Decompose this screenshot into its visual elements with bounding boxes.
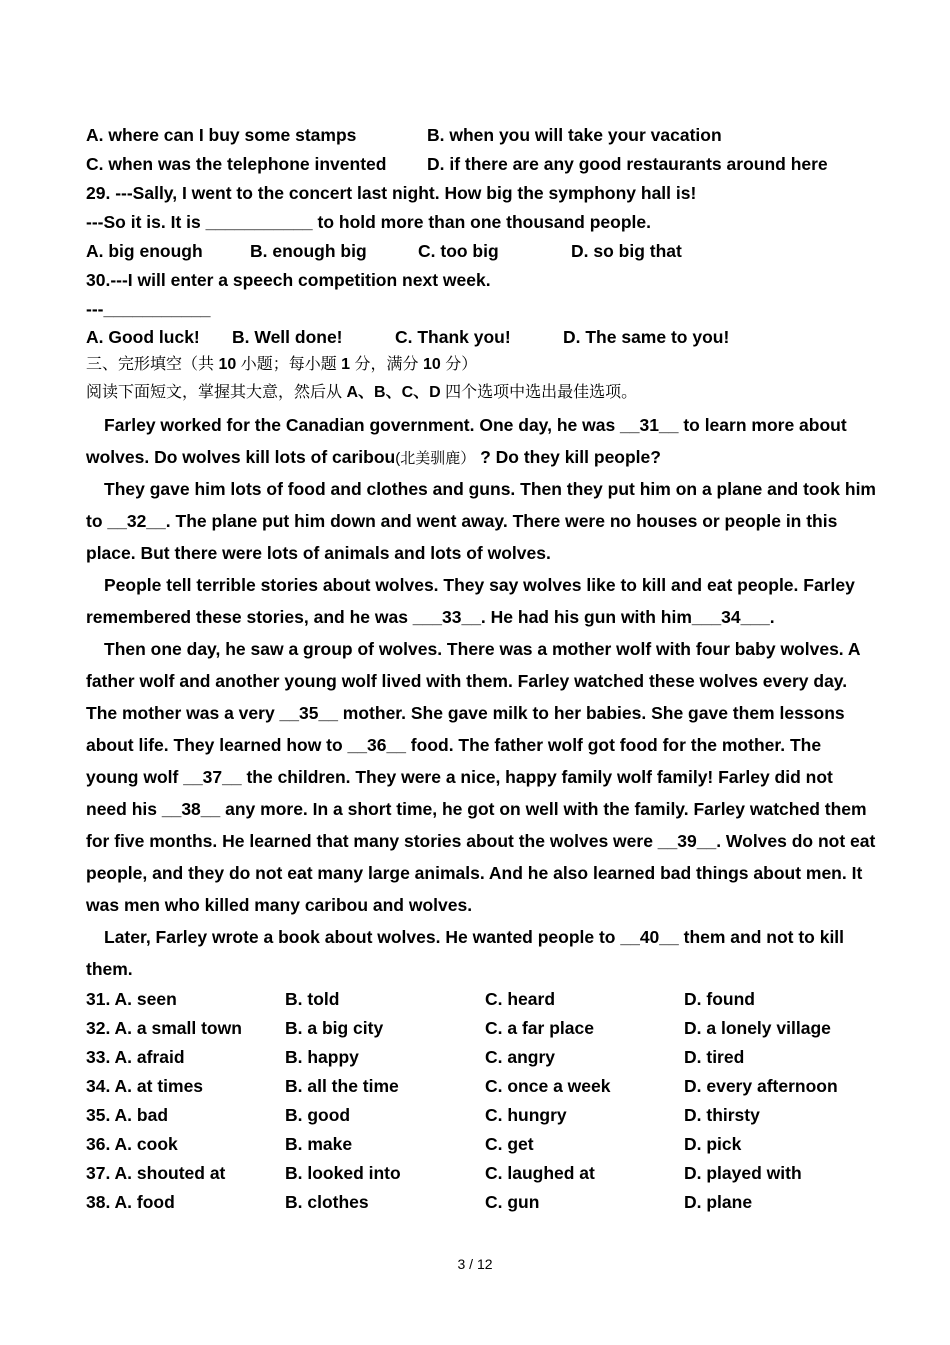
answer-q33-option-c: C. angry (485, 1047, 556, 1067)
answer-q34-option-c: C. once a week (485, 1076, 611, 1096)
passage-line-9: father wolf and another young wolf lived with them. Farley watched these wolves every day. (86, 671, 848, 691)
q30-option-a: A. Good luck! (86, 327, 200, 347)
answer-q35-option-a: 35. A. bad (86, 1105, 169, 1125)
answer-q32-option-d: D. a lonely village (684, 1018, 831, 1038)
answer-q31-option-c: C. heard (485, 989, 556, 1009)
answer-q31-option-b: B. told (285, 989, 340, 1009)
q29-question: 29. ---Sally, I went to the concert last night. How big the symphony hall is! (86, 183, 697, 203)
passage-line-8: Then one day, he saw a group of wolves. There was a mother wolf with four baby wolves. A (104, 639, 861, 659)
q29-option-c: C. too big (418, 241, 499, 261)
answer-q37-option-c: C. laughed at (485, 1163, 595, 1183)
answer-q31-option-d: D. found (684, 989, 755, 1009)
q30-response: ---___________ (86, 299, 211, 319)
answer-q36-option-d: D. pick (684, 1134, 742, 1154)
answer-q33-option-a: 33. A. afraid (86, 1047, 185, 1067)
passage-line-16: was men who killed many caribou and wolves. (86, 895, 473, 915)
passage-line-12: young wolf __37__ the children. They were a nice, happy family wolf family! Farley did not (86, 767, 833, 787)
answer-q37-option-a: 37. A. shouted at (86, 1163, 226, 1183)
passage-line-10: The mother was a very __35__ mother. She gave milk to her babies. She gave them lessons (86, 703, 845, 723)
q30-option-b: B. Well done! (232, 327, 343, 347)
passage-line-4: to __32__. The plane put him down and went away. There were no houses or people in this (86, 511, 838, 531)
answer-q33-option-d: D. tired (684, 1047, 745, 1067)
passage-line-1: Farley worked for the Canadian government. One day, he was __31__ to learn more about (104, 415, 847, 435)
answer-q32-option-c: C. a far place (485, 1018, 594, 1038)
passage-line-17: Later, Farley wrote a book about wolves. He wanted people to __40__ them and not to kill (104, 927, 845, 947)
answer-q35-option-c: C. hungry (485, 1105, 567, 1125)
q29-option-b: B. enough big (250, 241, 367, 261)
section-heading: 三、完形填空（共 10 小题；每小题 1 分，满分 10 分） (86, 356, 478, 373)
passage-line-3: They gave him lots of food and clothes and guns. Then they put him on a plane and took him (104, 479, 876, 499)
answer-q36-option-b: B. make (285, 1134, 353, 1154)
answer-q33-option-b: B. happy (285, 1047, 359, 1067)
passage-line-11: about life. They learned how to __36__ food. The father wolf got food for the mother. The (86, 735, 822, 755)
q28-option-a: A. where can I buy some stamps (86, 125, 357, 145)
answer-q37-option-d: D. played with (684, 1163, 802, 1183)
answer-q35-option-d: D. thirsty (684, 1105, 760, 1125)
answer-q38-option-a: 38. A. food (86, 1192, 175, 1212)
answer-q31-option-a: 31. A. seen (86, 989, 177, 1009)
answer-q36-option-c: C. get (485, 1134, 534, 1154)
q28-option-c: C. when was the telephone invented (86, 154, 387, 174)
answer-q38-option-b: B. clothes (285, 1192, 369, 1212)
passage-line-15: people, and they do not eat many large animals. And he also learned bad things about men. It (86, 863, 863, 883)
q29-option-a: A. big enough (86, 241, 203, 261)
q28-option-b: B. when you will take your vacation (427, 125, 722, 145)
q30-option-d: D. The same to you! (563, 327, 730, 347)
answer-q36-option-a: 36. A. cook (86, 1134, 178, 1154)
q30-question: 30.---I will enter a speech competition next week. (86, 270, 491, 290)
answer-q34-option-b: B. all the time (285, 1076, 399, 1096)
answer-q35-option-b: B. good (285, 1105, 351, 1125)
passage-line-5: place. But there were lots of animals and lots of wolves. (86, 543, 551, 563)
answer-q34-option-a: 34. A. at times (86, 1076, 204, 1096)
passage-line-7: remembered these stories, and he was ___33__. He had his gun with him___34___. (86, 607, 775, 627)
passage-line-13: need his __38__ any more. In a short time, he got on well with the family. Farley watched them (86, 799, 867, 819)
passage-line-6: People tell terrible stories about wolves. They say wolves like to kill and eat people. Farley (104, 575, 855, 595)
q29-response: ---So it is. It is ___________ to hold more than one thousand people. (86, 212, 651, 232)
q30-option-c: C. Thank you! (395, 327, 511, 347)
answer-q38-option-d: D. plane (684, 1192, 753, 1212)
passage-line-2: wolves. Do wolves kill lots of caribou(北美驯鹿） ? Do they kill people? (86, 447, 661, 467)
answer-q32-option-a: 32. A. a small town (86, 1018, 242, 1038)
passage-line-14: for five months. He learned that many stories about the wolves were __39__. Wolves do not eat (86, 831, 876, 851)
answer-q34-option-d: D. every afternoon (684, 1076, 838, 1096)
page-number: 3 / 12 (457, 1256, 493, 1272)
answer-q38-option-c: C. gun (485, 1192, 540, 1212)
answer-q32-option-b: B. a big city (285, 1018, 384, 1038)
q29-option-d: D. so big that (571, 241, 682, 261)
q28-option-d: D. if there are any good restaurants around here (427, 154, 828, 174)
answer-q37-option-b: B. looked into (285, 1163, 401, 1183)
section-instruction: 阅读下面短文，掌握其大意，然后从 A、B、C、D 四个选项中选出最佳选项。 (86, 384, 638, 401)
passage-line-18: them. (86, 959, 133, 979)
